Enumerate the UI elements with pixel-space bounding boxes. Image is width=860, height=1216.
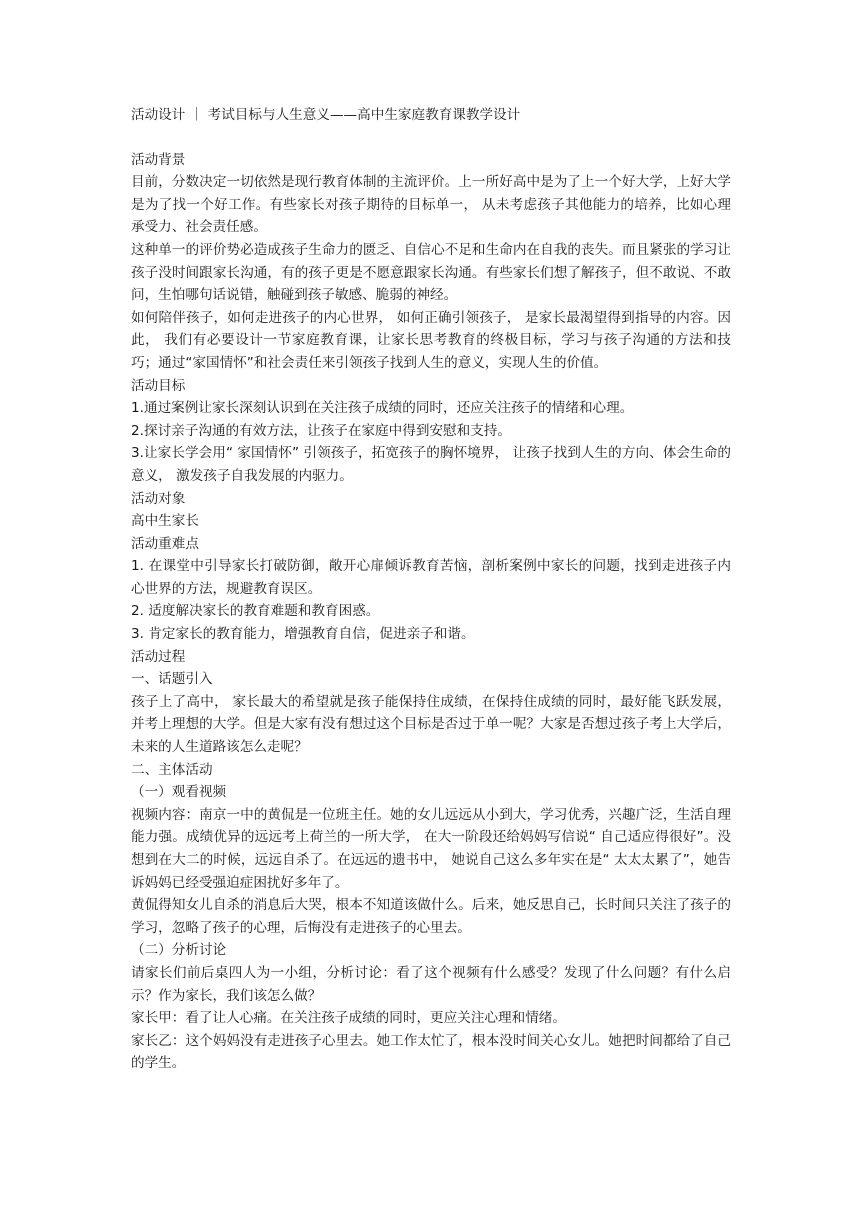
section-heading-key-points: 活动重难点 <box>131 535 199 552</box>
parent-b-comment: 家长乙：这个妈妈没有走进孩子心里去。她工作太忙了，根本没时间关心女儿。她把时间都给了自己的学生。 <box>131 1032 731 1072</box>
discussion-paragraph: 请家长们前后桌四人为一小组，分析讨论：看了这个视频有什么感受？发现了什么问题？有什么启示？作为家长，我们该怎么做？ <box>131 964 731 1004</box>
objective-item-3: 3.让家长学会用“ 家国情怀” 引领孩子，拓宽孩子的胸怀境界， 让孩子找到人生的方向、体会生命的意义， 激发孩子自我发展的内驱力。 <box>131 445 731 484</box>
document-page <box>131 104 731 1075</box>
intro-paragraph: 孩子上了高中， 家长最大的希望就是孩子能保持住成绩，在保持住成绩的同时，最好能飞跃发展，并考上理想的大学。但是大家有没有想过这个目标是否过于单一呢？大家是否想过孩子考上大学后，未来的人生道路该怎么走呢？ <box>131 693 731 756</box>
video-paragraph-1: 视频内容：南京一中的黄侃是一位班主任。她的女儿远远从小到大，学习优秀，兴趣广泛，生活自理能力强。成绩优异的远远考上荷兰的一所大学， 在大一阶段还给妈妈写信说“ 自己适应得很好”。没想到在大二的时候，远远自杀了。在远远的遗书中， 她说自己这么多年实在是“ 太太太累了”，她告诉妈妈已经受强迫症困扰好多年了。 <box>131 806 731 891</box>
subsection-heading-main-activity: 二、主体活动 <box>131 761 213 778</box>
document-title: 活动设计 ｜ 考试目标与人生意义——高中生家庭教育课教学设计 <box>131 107 521 123</box>
subsection-heading-watch-video: （一）观看视频 <box>131 784 227 801</box>
key-point-item-3: 3. 肯定家长的教育能力，增强教育自信，促进亲子和谐。 <box>131 626 475 643</box>
key-point-item-1: 1. 在课堂中引导家长打破防御，敞开心扉倾诉教育苦恼，剖析案例中家长的问题，找到走进孩子内心世界的方法，规避教育误区。 <box>131 558 731 597</box>
background-paragraph-2: 这种单一的评价势必造成孩子生命力的匮乏、自信心不足和生命内在自我的丧失。而且紧张的学习让孩子没时间跟家长沟通，有的孩子更是不愿意跟家长沟通。有些家长们想了解孩子，但不敢说、不敢问，生怕哪句话说错，触碰到孩子敏感、脆弱的神经。 <box>131 241 731 304</box>
background-paragraph-1: 目前，分数决定一切依然是现行教育体制的主流评价。上一所好高中是为了上一个好大学，上好大学是为了找一个好工作。有些家长对孩子期待的目标单一， 从未考虑孩子其他能力的培养，比如心理承受力、社会责任感。 <box>131 174 731 236</box>
key-point-item-2: 2. 适度解决家长的教育难题和教育困惑。 <box>131 603 380 620</box>
objective-item-2: 2.探讨亲子沟通的有效方法，让孩子在家庭中得到安慰和支持。 <box>131 422 511 439</box>
background-paragraph-3: 如何陪伴孩子，如何走进孩子的内心世界， 如何正确引领孩子， 是家长最渴望得到指导的内容。因此， 我们有必要设计一节家庭教育课，让家长思考教育的终极目标，学习与孩子沟通的方法和技巧；通过“家国情怀”和社会责任来引领孩子找到人生的意义，实现人生的价值。 <box>131 309 731 371</box>
section-heading-process: 活动过程 <box>131 648 186 665</box>
subsection-heading-discussion: （二）分析讨论 <box>131 942 227 959</box>
video-paragraph-2: 黄侃得知女儿自杀的消息后大哭，根本不知道该做什么。后来，她反思自己，长时间只关注了孩子的学习，忽略了孩子的心理，后悔没有走进孩子的心里去。 <box>131 897 731 936</box>
parent-a-comment: 家长甲：看了让人心痛。在关注孩子成绩的同时，更应关注心理和情绪。 <box>131 1010 566 1027</box>
subsection-heading-intro: 一、话题引入 <box>131 671 213 688</box>
audience-text: 高中生家长 <box>131 513 199 530</box>
document-body <box>131 149 731 1075</box>
section-heading-audience: 活动对象 <box>131 490 186 507</box>
section-heading-objectives: 活动目标 <box>131 377 186 394</box>
objective-item-1: 1.通过案例让家长深刻认识到在关注孩子成绩的同时，还应关注孩子的情绪和心理。 <box>131 400 634 417</box>
section-heading-background: 活动背景 <box>131 151 186 168</box>
